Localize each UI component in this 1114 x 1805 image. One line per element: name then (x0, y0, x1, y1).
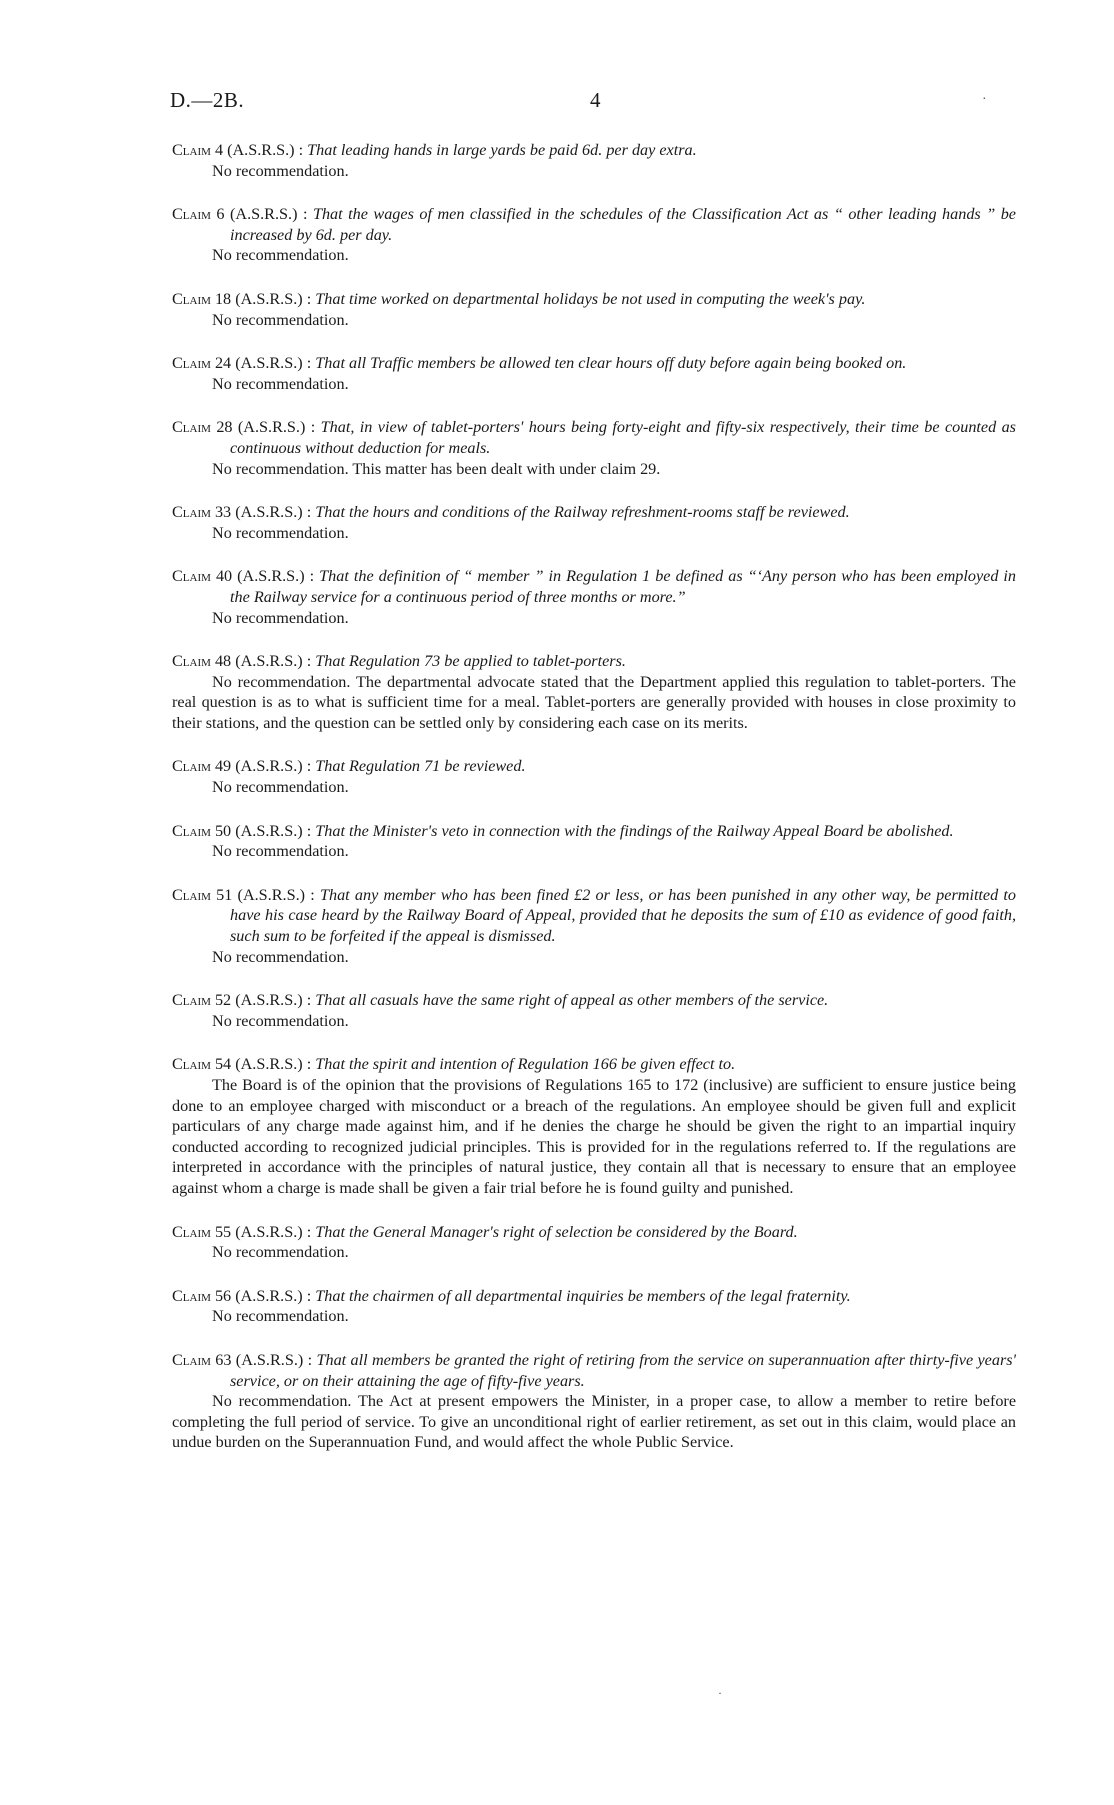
claim-label: Claim (172, 1222, 211, 1241)
claim-label: Claim (172, 141, 211, 159)
claim-block (172, 566, 1016, 628)
claim-recommendation: No recommendation. (212, 246, 349, 265)
claim-block (172, 1222, 1016, 1263)
claim-text: That the Minister's veto in connection with the findings of the Railway Appeal Board be abolished. (315, 821, 954, 840)
claim-recommendation: No recommendation. (212, 1243, 349, 1262)
claim-label: Claim (172, 652, 211, 671)
claim-text: That time worked on departmental holidays be not used in computing the week's pay. (315, 289, 866, 308)
claim-block (172, 885, 1016, 967)
claim-text: That the spirit and intention of Regulation 166 be given effect to. (315, 1055, 736, 1074)
claim-heading (172, 502, 1016, 523)
claim-label: Claim (172, 757, 211, 776)
claim-block (172, 502, 1016, 543)
claim-number: 28 (A.S.R.S.) : (216, 418, 316, 437)
claim-recommendation: No recommendation. The Act at present empowers the Minister, in a proper case, to allow a member to retire before completing the full period of service. To give an unconditional right of earlier retirement, as set out in this claim, would place an undue burden on the Superannuation Fund, and would affect the whole Public Service. (172, 1392, 1016, 1452)
claim-label: Claim (172, 1350, 211, 1369)
claim-block (172, 289, 1016, 330)
claim-heading (172, 1286, 1016, 1307)
claim-label: Claim (172, 821, 211, 840)
claim-number: 51 (A.S.R.S.) : (216, 885, 315, 904)
claim-text: That the chairmen of all departmental inquiries be members of the legal fraternity. (315, 1286, 851, 1305)
claim-heading (172, 1054, 1016, 1075)
claim-block (172, 821, 1016, 862)
claim-recommendation: No recommendation. This matter has been dealt with under claim 29. (212, 459, 661, 478)
claim-heading (172, 756, 1016, 777)
claim-text: That all members be granted the right of retiring from the service on superannuation after thirty-five years' service, or on their attaining the age of fifty-five years. (230, 1350, 1017, 1390)
claim-text: That Regulation 73 be applied to tablet-porters. (315, 652, 626, 671)
claim-recommendation: No recommendation. The departmental advocate stated that the Department applied this regulation to tablet-porters. The real question is as to what is sufficient time for a meal. Tablet-porters are generally provided with houses in close proximity to their stations, and the question can be settled only by considering each case on its merits. (172, 672, 1016, 732)
claim-number: 56 (A.S.R.S.) : (214, 1286, 312, 1305)
claim-recommendation: No recommendation. (212, 947, 349, 966)
claim-text: That Regulation 71 be reviewed. (315, 757, 526, 776)
claim-label: Claim (172, 354, 211, 373)
claim-recommendation: No recommendation. (212, 778, 349, 797)
claim-text: That all Traffic members be allowed ten clear hours off duty before again being booked on. (315, 354, 907, 373)
claim-number: 49 (A.S.R.S.) : (214, 757, 312, 776)
claim-heading (172, 417, 1016, 458)
margin-mark: · (982, 92, 987, 107)
claim-label: Claim (172, 1286, 211, 1305)
document-reference: D.—2B. (170, 88, 245, 112)
claim-label: Claim (172, 567, 211, 586)
claim-number: 4 (A.S.R.S.) : (214, 141, 304, 159)
claim-recommendation: No recommendation. (212, 608, 349, 627)
claim-block (172, 204, 1016, 266)
claim-heading (172, 140, 1016, 161)
claim-recommendation: No recommendation. (212, 842, 349, 861)
claim-heading (172, 289, 1016, 310)
claim-number: 40 (A.S.R.S.) : (215, 567, 315, 586)
claim-block (172, 651, 1016, 733)
claim-text: That the wages of men classified in the schedules of the Classification Act as “ other leading hands ” be increased by 6d. per day. (230, 205, 1016, 244)
claim-text: That the definition of “ member ” in Regulation 1 be defined as “‘Any person who has been employed in the Railway service for a continuous period of three months or more.” (230, 567, 1017, 606)
footer-mark: · (718, 1686, 722, 1700)
claim-text: That any member who has been fined £2 or less, or has been punished in any other way, be permitted to have his case heard by the Railway Board of Appeal, provided that he deposits the sum of £10 as evidence of good faith, such sum to be forfeited if the appeal is dismissed. (230, 885, 1017, 946)
claim-number: 33 (A.S.R.S.) : (214, 503, 312, 522)
claim-heading (172, 566, 1016, 607)
claim-recommendation: No recommendation. (212, 1307, 349, 1326)
claim-text: That the hours and conditions of the Railway refreshment-rooms staff be reviewed. (315, 503, 850, 522)
claim-block (172, 1286, 1016, 1327)
claim-label: Claim (172, 418, 211, 437)
claim-text: That the General Manager's right of selection be considered by the Board. (315, 1222, 798, 1241)
claim-number: 50 (A.S.R.S.) : (214, 821, 312, 840)
claim-heading (172, 1222, 1016, 1243)
claim-text: That leading hands in large yards be paid 6d. per day extra. (307, 141, 697, 159)
claim-number: 18 (A.S.R.S.) : (214, 289, 312, 308)
claim-block (172, 990, 1016, 1031)
claim-label: Claim (172, 1055, 211, 1074)
claim-heading (172, 353, 1016, 374)
claim-label: Claim (172, 289, 211, 308)
claim-number: 24 (A.S.R.S.) : (214, 354, 312, 373)
claim-number: 55 (A.S.R.S.) : (214, 1222, 312, 1241)
claim-label: Claim (172, 885, 211, 904)
claim-heading (172, 990, 1016, 1011)
claim-label: Claim (172, 503, 211, 522)
claim-recommendation: No recommendation. (212, 523, 349, 542)
claim-block (172, 1054, 1016, 1198)
claim-heading (172, 651, 1016, 672)
claim-label: Claim (172, 991, 211, 1010)
claim-block (172, 353, 1016, 394)
claim-recommendation: No recommendation. (212, 161, 349, 180)
claim-text: That all casuals have the same right of appeal as other members of the service. (315, 991, 829, 1010)
claim-recommendation: The Board is of the opinion that the provisions of Regulations 165 to 172 (inclusive) are sufficient to ensure justice being done to an employee charged with misconduct or a breach of the regulations. An employee should be given full and explicit particulars of any charge made against him, and if he denies the charge he should be given the right to an impartial inquiry conducted according to recognized judicial principles. This is provided for in the regulations referred to. If the regulations are interpreted in accordance with the principles of natural justice, they contain all that is necessary to ensure that an employee against whom a charge is made shall be given a fair trial before he is found guilty and punished. (172, 1076, 1016, 1197)
claim-block (172, 140, 1016, 181)
claim-block (172, 756, 1016, 797)
claims-list (172, 140, 1016, 1476)
claim-heading (172, 885, 1016, 947)
claim-number: 63 (A.S.R.S.) : (215, 1350, 313, 1369)
claim-label: Claim (172, 205, 211, 224)
claim-number: 54 (A.S.R.S.) : (214, 1055, 312, 1074)
claim-recommendation: No recommendation. (212, 310, 349, 329)
claim-recommendation: No recommendation. (212, 374, 349, 393)
claim-text: That, in view of tablet-porters' hours being forty-eight and fifty-six respectively, their time be counted as continuous without deduction for meals. (230, 418, 1016, 457)
claim-number: 48 (A.S.R.S.) : (214, 652, 312, 671)
claim-block (172, 417, 1016, 479)
claim-block (172, 1350, 1016, 1453)
claim-number: 6 (A.S.R.S.) : (216, 205, 308, 224)
claim-heading (172, 1350, 1016, 1391)
claim-recommendation: No recommendation. (212, 1011, 349, 1030)
claim-number: 52 (A.S.R.S.) : (214, 991, 312, 1010)
page-number: 4 (590, 88, 601, 112)
claim-heading (172, 204, 1016, 245)
claim-heading (172, 821, 1016, 842)
